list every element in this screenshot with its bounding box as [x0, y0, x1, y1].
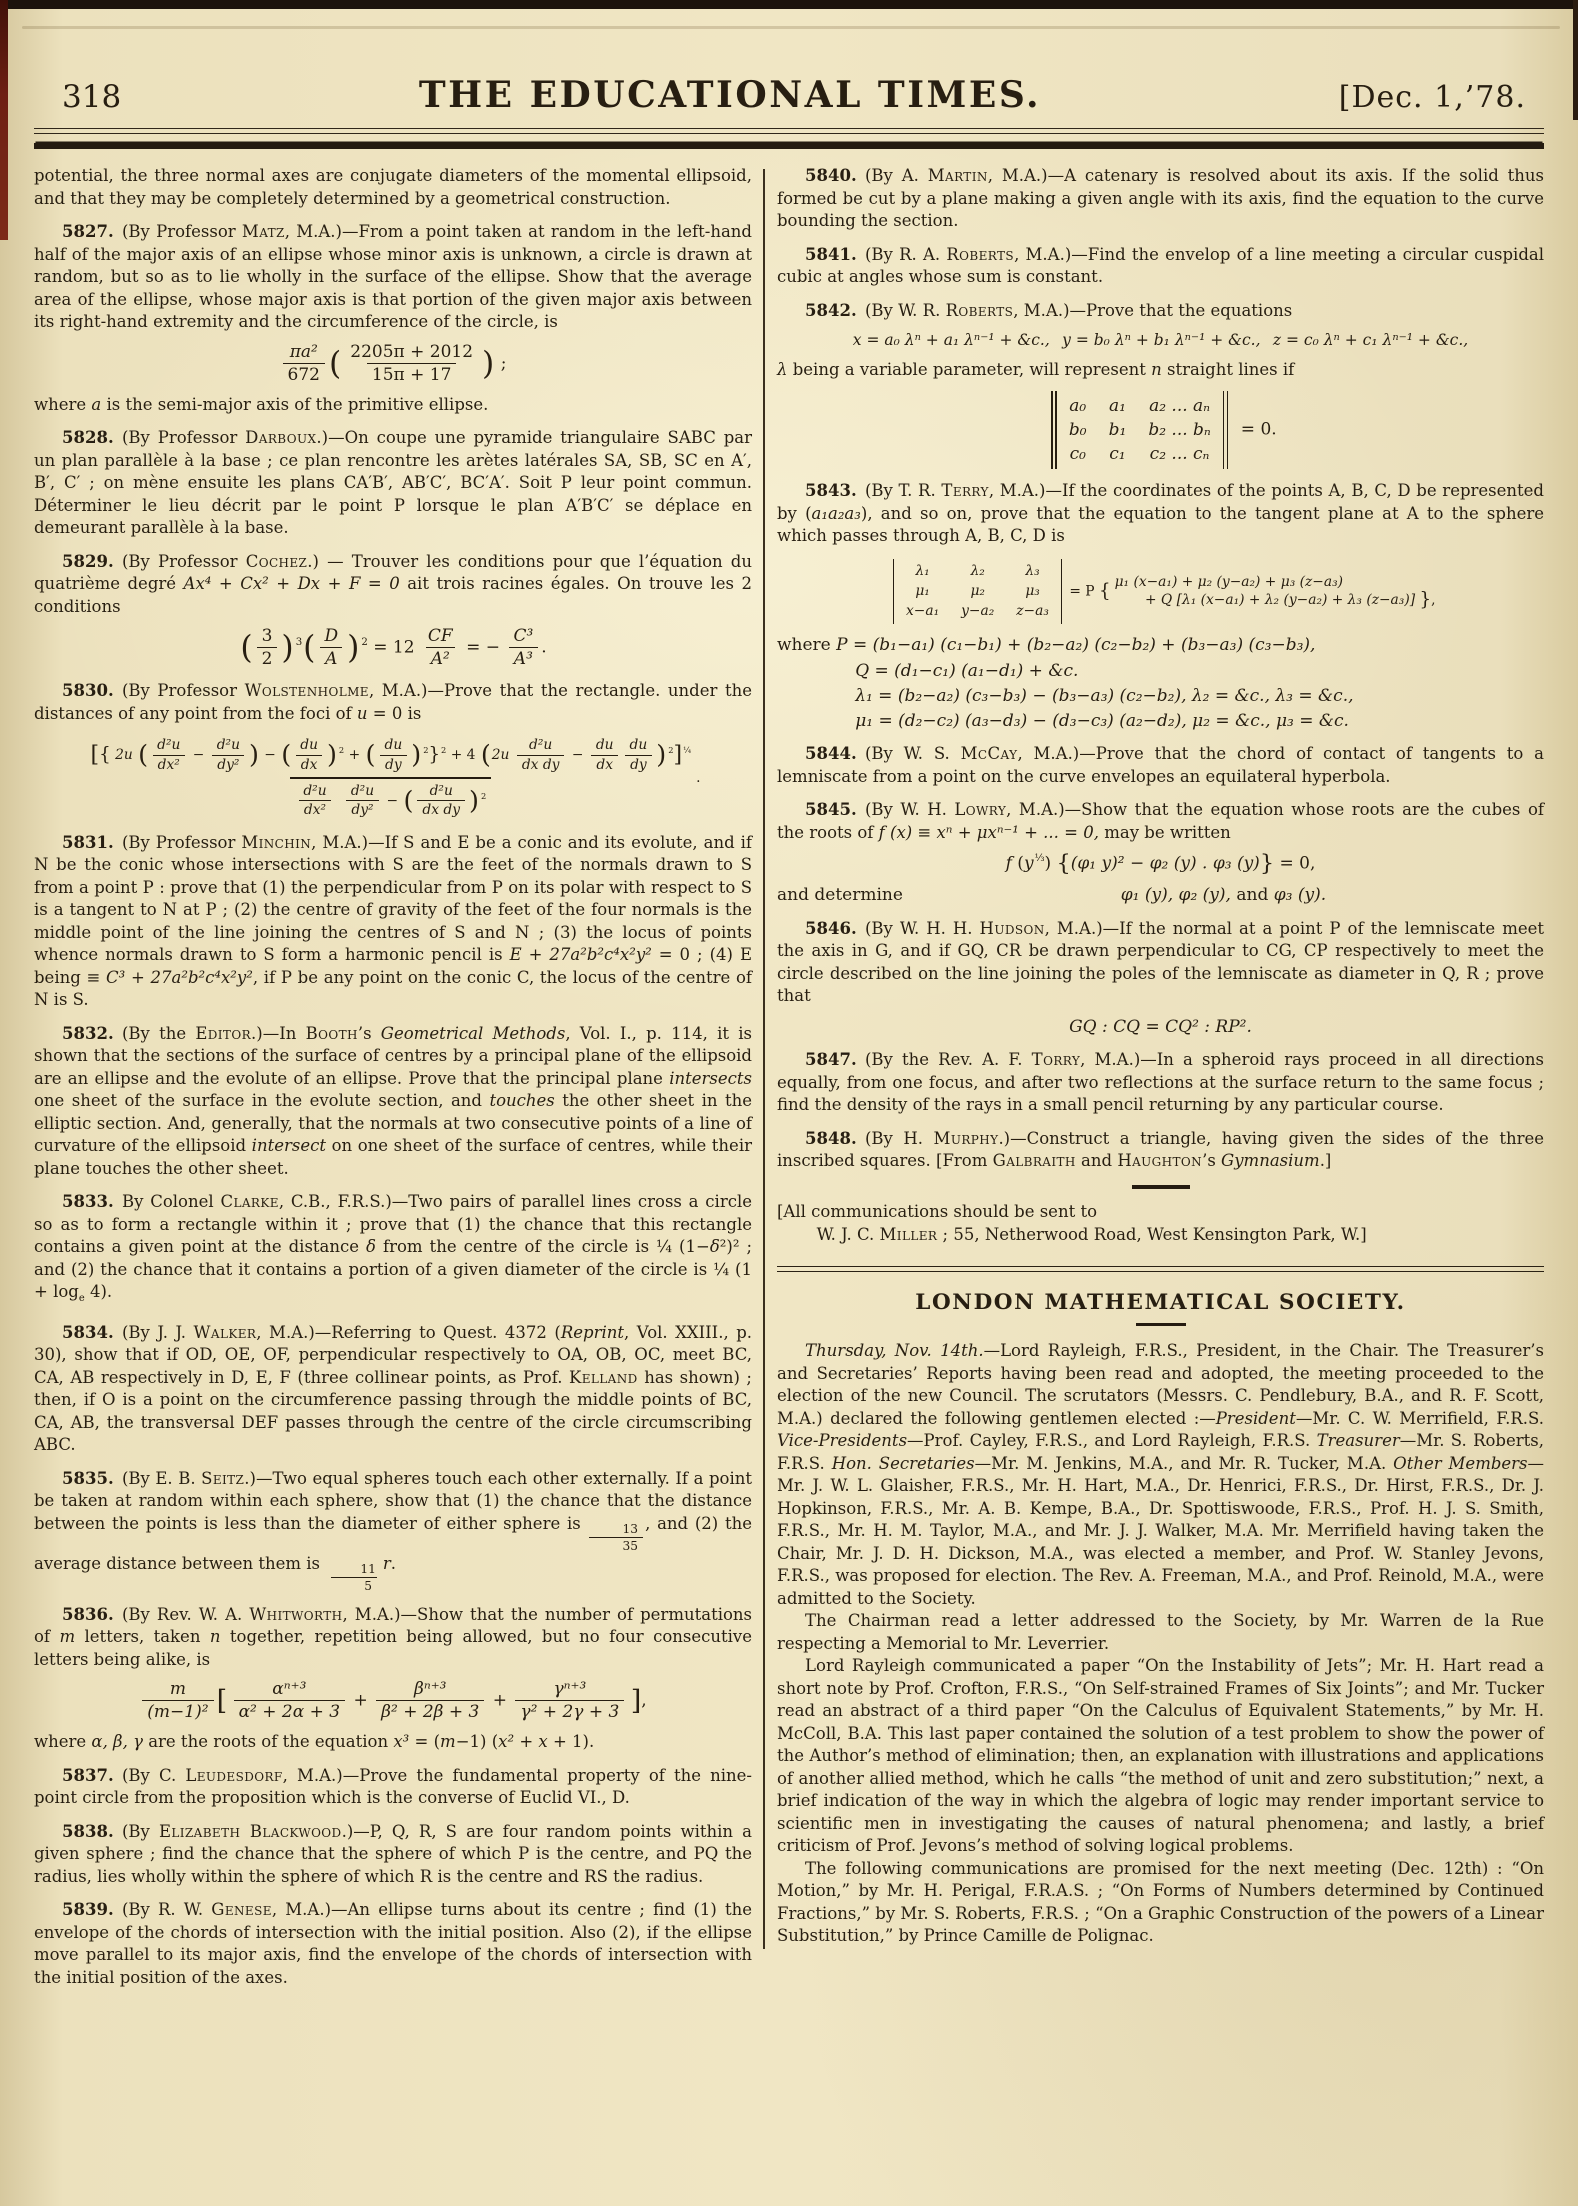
problem-number: 5841. — [805, 244, 857, 264]
big-paren: ) — [656, 739, 667, 770]
fraction: $\frac{\text{d²u}}{\text{dy²}}$ — [212, 738, 245, 773]
display-formula: a₀ a₁ a₂ ... aₙ b₀ b₁ b₂ ... bₙ c₀ c₁ c₂ ... cₙ = 0. — [777, 391, 1544, 469]
paragraph: potential, the three normal axes are conjugate diameters of the momental ellipsoid, and that they may be completely determined by a geometrical construction. — [34, 166, 752, 208]
fraction: $\frac{m}{\text{(m−1)²}}$ — [142, 1680, 213, 1722]
fraction: $\frac{\text{γⁿ⁺³}}{\text{γ² + 2γ + 3}}$ — [515, 1680, 624, 1722]
header-rules — [34, 128, 1544, 149]
problem-number: 5844. — [805, 744, 857, 764]
fraction: $\frac{CF}{\text{A²}}$ — [423, 627, 458, 669]
problem-number: 5848. — [805, 1128, 857, 1148]
problem-number: 5839. — [62, 1900, 114, 1920]
superscript: 2 — [481, 790, 487, 801]
equation-stack: μ₁ (x−a₁) + μ₂ (y−a₂) + μ₃ (z−a₃) + Q [λ₁ (x−a₁) + λ₂ (y−a₂) + λ₃ (z−a₃)] }, — [1114, 574, 1436, 610]
problem-number: 5834. — [62, 1322, 114, 1342]
display-formula: x = a₀ λⁿ + a₁ λⁿ⁻¹ + &c., y = b₀ λⁿ + b₁ λⁿ⁻¹ + &c., z = c₀ λⁿ + c₁ λⁿ⁻¹ + &c., — [852, 331, 1469, 349]
big-paren: ( — [329, 345, 342, 382]
display-formula: μ₁ = (d₂−c₂) (a₃−d₃) − (d₃−c₃) (a₂−d₂), μ₂ = &c., μ₃ = &c. — [855, 711, 1349, 732]
problem-paragraph: 5829. (By Professor Cochez.) — Trouver les conditions pour que l’équation du quatrième degré Ax⁴ + Cx² + Dx + F = 0 ait trois racines égales. On trouve les 2 conditions — [34, 551, 753, 616]
problem-number: 5836. — [62, 1604, 114, 1624]
big-paren: ( — [480, 739, 491, 770]
problem-paragraph: 5830. (By Professor Wolstenholme, M.A.)—Prove that the rectangle. under the distances of any point from the foci of u = 0 is — [34, 681, 752, 723]
fraction: $\frac{3}{2}$ — [257, 627, 278, 669]
paragraph: [All communications should be sent to — [777, 1202, 1098, 1222]
paragraph: The following communications are promised for the next meeting (Dec. 12th) : “On Motion,” by Mr. H. Perigal, F.R.A.S. ; “On Forms of Numbers determined by Continued Fractions,” by Mr. S. Roberts, F.R.S. ; “On a Graphic Construction of the powers of a Linear Substitution,” by Prince Camille de Polignac. — [777, 1858, 1544, 1946]
fraction: $\frac{\text{d²u}}{\text{dx²}}$ — [152, 738, 185, 773]
big-paren: ( — [303, 630, 316, 667]
problem-paragraph: 5837. (By C. Leudesdorf, M.A.)—Prove the fundamental property of the nine-point circle from the proposition which is the converse of Euclid VI., D. — [34, 1765, 752, 1808]
superscript: 2 — [338, 744, 345, 755]
problem-paragraph: 5834. (By J. J. Walker, M.A.)—Referring to Quest. 4372 (Reprint, Vol. XXIII., p. 30), show that if OD, OE, OF, perpendicular respectively to OA, OB, OC, meet BC, CA, AB respectively in D, E, F (three collinear points, as Prof. Kelland has shown) ; then, if O is a point on the circumference passing through the middle points of BC, CA, AB, the transversal DEF passes through the centre of the circle circumscribing ABC. — [34, 1322, 753, 1455]
big-paren: ) — [281, 630, 294, 667]
display-formula: $\frac{m}{\text{(m−1)²}}$ [ $\frac{\text{αⁿ⁺³}}{\text{α² + 2α + 3}}$ + $\frac{\text{βⁿ⁺³}}{\text{β² + 2β + 3}}$ + $\frac{\text{γⁿ⁺³}}{\text{γ² + 2γ + 3}}$ ], — [34, 1680, 752, 1722]
superscript: ¼ — [683, 744, 692, 755]
display-formula: GQ : CQ = CQ² : RP². — [1069, 1016, 1252, 1037]
header-rule-thin — [34, 128, 1544, 134]
big-paren: ) — [248, 739, 259, 770]
superscript: 3 — [295, 636, 303, 648]
problem-number: 5833. — [62, 1192, 114, 1212]
problem-paragraph: 5846. (By W. H. H. Hudson, M.A.)—If the normal at a point P of the lemniscate meet the axis in G, and if GQ, CR be drawn perpendicular to CG, CP respectively to meet the circle described on the line joining the poles of the lemniscate as diameter in Q, R ; prove that — [777, 918, 1545, 1006]
fraction: $\frac{\text{βⁿ⁺³}}{\text{β² + 2β + 3}}$ — [376, 1680, 484, 1722]
fraction: $\frac{du}{dx}$ — [295, 738, 323, 773]
display-formula: f $(y^{\frac{1}{3}})$ {(φ₁ y)² − φ₂ (y) . φ₃ (y)} = 0, — [1005, 850, 1316, 877]
superscript: 2 — [361, 636, 368, 648]
big-paren: ) — [469, 785, 479, 816]
superscript: 2 — [668, 744, 674, 755]
display-formula: where P = (b₁−a₁) (c₁−b₁) + (b₂−a₂) (c₂−b₂) + (b₃−a₃) (c₃−b₃), — [777, 635, 1316, 656]
right-column — [777, 165, 1544, 1989]
subscript: e — [78, 1293, 85, 1305]
display-formula: [{ 2u ( $\frac{\text{d²u}}{\text{dx²}}$ − $\frac{\text{d²u}}{\text{dy²}}$ ) − ( $\frac{du}{dx}$ ) $^2$ + ( $\frac{du}{dy}$ ) $^2$}$^2$ + 4 (2u $\frac{\text{d²u}}{\text{dx dy}}$ − $\frac{du}{dx}$ $\frac{du}{dy}$ ) $^2$]$^{\frac{1}{4}}$ $\frac{\text{d²u}}{\text{dx²}}$ $\frac{\text{d²u}}{\text{dy²}}$ − ( $\frac{\text{d²u}}{\text{dx dy}}$ ) $^2$ . — [34, 736, 752, 821]
determinant: a₀ a₁ a₂ ... aₙ b₀ b₁ b₂ ... bₙ c₀ c₁ c₂ ... cₙ — [1051, 391, 1228, 469]
fraction: $\frac{\text{πa²}}{672}$ — [283, 343, 325, 385]
problem-paragraph: 5833. By Colonel Clarke, C.B., F.R.S.)—Two pairs of parallel lines cross a circle so as to form a rectangle within it ; prove that (1) the chance that this rectangle contains a given point at the distance δ from the centre of the circle is ¼ (1−δ²)² ; and (2) the chance that it contains a portion of a given diameter of the circle is ¼ $(1 + \log_e 4)$. — [34, 1192, 753, 1305]
big-paren: ( — [403, 785, 414, 816]
display-formula: ( $\frac{3}{2}$ ) $^3$( $\frac{D}{A}$ ) $^2$ = 12 $\frac{CF}{\text{A²}}$ = − $\frac{\text{C³}}{\text{A³}}$ . — [240, 626, 547, 670]
fraction: $\frac{du}{dx}$ — [591, 738, 619, 773]
problem-paragraph: 5839. (By R. W. Genese, M.A.)—An ellipse turns about its centre ; find (1) the envelope of the chords of intersection with the initial position. Also (2), if the ellipse move parallel to its major axis, find the envelope of the chords of intersection with the initial position of the axes. — [34, 1900, 752, 1987]
big-paren: ( — [240, 630, 253, 667]
fraction: $\frac{2205\pi + 2012}{15\pi + 17}$ — [350, 341, 474, 385]
problem-paragraph: 5828. (By Professor Darboux.)—On coupe une pyramide triangulaire SABC par un plan parallèle à la base ; ce plan rencontre les arètes latérales SA, SB, SC en A′, B′, C′ ; on mène ensuite les plans CA′B′, AB′C′, BC′A′. Soit P leur point commun. Déterminer le lieu décrit par le point P lorsque le plan A′B′C′ se déplace en demeurant parallèle à la base. — [34, 428, 752, 538]
fraction: $\frac{11}{5}$ — [327, 1563, 381, 1593]
big-paren: ) — [411, 739, 422, 770]
column-divider — [763, 169, 765, 1949]
problem-paragraph: 5847. (By the Rev. A. F. Torry, M.A.)—In a spheroid rays proceed in all directions equally, from one focus, and after two reflections at the surface return to the same focus ; find the density of the rays in a small pencil returning by any particular course. — [777, 1050, 1545, 1115]
page-header — [0, 0, 1578, 128]
problem-paragraph: 5841. (By R. A. Roberts, M.A.)—Find the envelop of a line meeting a circular cuspidal cubic at angles whose sum is constant. — [777, 244, 1544, 286]
problem-number: 5845. — [805, 800, 857, 820]
problem-number: 5830. — [62, 681, 114, 701]
problem-number: 5828. — [62, 428, 114, 448]
problem-paragraph: 5832. (By the Editor.)—In Booth’s Geometrical Methods, Vol. I., p. 114, it is shown that the sections of the surface of centres by a principal plane of the ellipsoid are an ellipse and the evolute of an ellipse. Prove that the principal plane intersects one sheet of the surface in the evolute section, and touches the other sheet in the elliptic section. And, generally, that the normals at two consecutive points of a line of curvature of the ellipsoid intersect on one sheet of the surface of centres, while their plane touches the other sheet. — [34, 1023, 752, 1178]
fraction: $\frac{\text{αⁿ⁺³}}{\text{α² + 2α + 3}}$ — [234, 1680, 346, 1722]
big-paren: ( — [281, 739, 292, 770]
superscript: 2 — [441, 744, 447, 755]
paragraph: W. J. C. Miller ; 55, Netherwood Road, West Kensington Park, W.] — [816, 1224, 1367, 1244]
page-date: [Dec. 1,’78. — [1338, 80, 1526, 115]
problem-number: 5837. — [62, 1765, 114, 1785]
problem-number: 5846. — [805, 918, 857, 938]
problem-paragraph: 5835. (By E. B. Seitz.)—Two equal spheres touch each other externally. If a point be taken at random within each sphere, show that (1) the chance that the distance between the points is less than the diameter of either sphere is $\frac{13}{35}$ , and (2) the average distance between them is $\frac{11}{5}$ r. — [34, 1468, 752, 1593]
paragraph: where a is the semi-major axis of the primitive ellipse. — [34, 394, 489, 414]
problem-paragraph: 5843. (By T. R. Terry, M.A.)—If the coordinates of the points A, B, C, D be represented by (a₁a₂a₃), and so on, prove that the equation to the tangent plane at A to the sphere which passes through A, B, C, D is — [777, 481, 1544, 546]
big-paren: ( — [138, 739, 149, 770]
problem-paragraph: 5845. (By W. H. Lowry, M.A.)—Show that the equation whose roots are the cubes of the roots of f (x) ≡ xⁿ + μxⁿ⁻¹ + ... = 0, may be written — [777, 800, 1544, 842]
fraction: $\frac{du}{dy}$ — [625, 738, 653, 773]
problem-number: 5829. — [62, 551, 114, 571]
big-paren: ) — [347, 630, 360, 667]
problem-paragraph: 5838. (By Elizabeth Blackwood.)—P, Q, R, S are four random points within a given sphere ; find the chance that the sphere of which P is the centre, and PQ the radius, lies wholly within the sphere of which R is the centre and RS the radius. — [34, 1821, 752, 1886]
fraction: $\frac{\text{d²u}}{\text{dy²}}$ — [346, 784, 379, 819]
problem-number: 5831. — [62, 832, 114, 852]
big-paren: ) — [482, 345, 495, 382]
problem-number: 5840. — [805, 166, 857, 185]
problem-number: 5842. — [805, 300, 857, 320]
superscript: ⅓ — [1034, 853, 1045, 865]
paragraph: Thursday, Nov. 14th.—Lord Rayleigh, F.R.S., President, in the Chair. The Treasurer’s and Secretaries’ Reports having been read and adopted, the meeting proceeded to the election of the new Council. The scrutators (Messrs. C. Pendlebury, B.A., and R. F. Scott, M.A.) declared the following gentlemen elected :—President—Mr. C. W. Merrifield, F.R.S. Vice-Presidents—Prof. Cayley, F.R.S., and Lord Rayleigh, F.R.S. Treasurer—Mr. S. Roberts, F.R.S. Hon. Secretaries—Mr. M. Jenkins, M.A., and Mr. R. Tucker, M.A. Other Members—Mr. J. W. L. Glaisher, F.R.S., Mr. H. Hart, M.A., Dr. Henrici, F.R.S., Dr. Hirst, F.R.S., Dr. J. Hopkinson, F.R.S., Mr. A. B. Kempe, B.A., Dr. Spottiswoode, F.R.S., Prof. H. J. S. Smith, F.R.S., Mr. H. M. Taylor, M.A., and Mr. J. J. Walker, M.A. Mr. Merrifield having taken the Chair, Mr. J. D. H. Dickson, M.A., was elected a member, and Prof. W. Stanley Jevons, F.R.S., was proposed for election. The Rev. A. Freeman, M.A., and Prof. Reinold, M.A., were admitted to the Society. — [777, 1341, 1545, 1608]
big-fraction: [{ 2u ( $\frac{\text{d²u}}{\text{dx²}}$ − $\frac{\text{d²u}}{\text{dy²}}$ ) − ( $\frac{du}{dx}$ ) $^2$ + ( $\frac{du}{dy}$ ) $^2$}$^2$ + 4 (2u $\frac{\text{d²u}}{\text{dx dy}}$ − $\frac{du}{dx}$ $\frac{du}{dy}$ ) $^2$]$^{\frac{1}{4}}$ $\frac{\text{d²u}}{\text{dx²}}$ $\frac{\text{d²u}}{\text{dy²}}$ − ( $\frac{\text{d²u}}{\text{dx dy}}$ ) $^2$ — [90, 737, 692, 819]
page-left-edge — [0, 0, 8, 240]
paragraph: where α, β, γ are the roots of the equation x³ = (m−1) (x² + x + 1). — [34, 1732, 595, 1752]
superscript: 2 — [423, 744, 429, 755]
left-column — [34, 165, 752, 1989]
fraction: $\frac{\text{d²u}}{\text{dx dy}}$ — [417, 784, 465, 819]
problem-number: 5838. — [62, 1821, 114, 1841]
section-heading: LONDON MATHEMATICAL SOCIETY. — [915, 1290, 1406, 1316]
paragraph: λ being a variable parameter, will represent n straight lines if — [777, 360, 1295, 380]
problem-paragraph: 5836. (By Rev. W. A. Whitworth, M.A.)—Show that the number of permutations of m letters, taken n together, repetition being allowed, but no four consecutive letters being alike, is — [34, 1604, 752, 1669]
separator-rule — [1132, 1185, 1190, 1190]
page-title: THE EDUCATIONAL TIMES. — [418, 74, 1042, 116]
problem-number: 5832. — [62, 1023, 114, 1043]
big-paren: ) — [326, 739, 337, 770]
fraction: $\frac{13}{35}$ — [589, 1523, 643, 1553]
page-right-edge — [1573, 0, 1578, 120]
paragraph: The Chairman read a letter addressed to the Society, by Mr. Warren de la Rue respecting a Memorial to Mr. Leverrier. — [777, 1611, 1544, 1653]
display-formula: λ₁ = (b₂−a₂) (c₃−b₃) − (b₃−a₃) (c₂−b₂), λ₂ = &c., λ₃ = &c., — [855, 685, 1354, 706]
problem-paragraph: 5848. (By H. Murphy.)—Construct a triangle, having given the sides of the three inscribed squares. [From Galbraith and Haughton’s Gymnasium.] — [777, 1128, 1544, 1171]
problem-paragraph: 5840. (By A. Martin, M.A.)—A catenary is resolved about its axis. If the solid thus formed be cut by a plane making a given angle with its axis, find the equation to the curve bounding the section. — [777, 166, 1544, 230]
problem-paragraph: 5827. (By Professor Matz, M.A.)—From a point taken at random in the left-hand half of the major axis of an ellipse whose minor axis is unknown, a circle is drawn at random, but so as to lie wholly in the surface of the ellipse. Show that the average area of the ellipse, whose major axis is that portion of the given major axis between its right-hand extremity and the circumference of the circle, is — [34, 222, 752, 331]
problem-number: 5843. — [805, 481, 857, 501]
problem-paragraph: 5831. (By Professor Minchin, M.A.)—If S and E be a conic and its evolute, and if N be the conic whose intersections with S are the feet of the normals drawn to S from a point P : prove that (1) the perpendicular from P on its polar with respect to S is a tangent to N at P ; (2) the centre of gravity of the feet of the four normals is the middle point of the line joining the centres of S and N ; (3) the locus of points whence normals drawn to S form a harmonic pencil is E + 27a²b²c⁴x²y² = 0 ; (4) E being ≡ C³ + 27a²b²c⁴x²y², if P be any point on the conic C, the locus of the centre of N is S. — [34, 832, 753, 1010]
page-number: 318 — [62, 79, 122, 115]
problem-number: 5847. — [805, 1050, 857, 1070]
page-top-edge — [0, 0, 1578, 9]
big-paren: ( — [365, 739, 376, 770]
display-formula: λ₁ λ₂ λ₃ μ₁ μ₂ μ₃ x−a₁ y−a₂ z−a₃ = P { μ₁ (x−a₁) + μ₂ (y−a₂) + μ₃ (z−a₃) + Q [λ₁ (x−a₁) + λ₂ (y−a₂) + λ₃ (z−a₃)] }, — [777, 559, 1544, 625]
double-rule — [777, 1266, 1544, 1272]
display-formula: Q = (d₁−c₁) (a₁−d₁) + &c. — [855, 660, 1079, 681]
page-emboss-line — [22, 26, 1560, 29]
problem-paragraph: 5842. (By W. R. Roberts, M.A.)—Prove that the equations — [805, 300, 1293, 320]
labelled-formula: and determine φ₁ (y), φ₂ (y), and φ₃ (y). — [777, 885, 1327, 906]
fraction: $\frac{\text{C³}}{\text{A³}}$ — [508, 627, 538, 669]
determinant: λ₁ λ₂ λ₃ μ₁ μ₂ μ₃ x−a₁ y−a₂ z−a₃ — [893, 559, 1063, 625]
two-column-layout — [0, 149, 1578, 1989]
fraction: $\frac{du}{dy}$ — [380, 738, 408, 773]
display-formula: $\frac{\text{πa²}}{672}$ ( $\frac{2205\pi + 2012}{15\pi + 17}$ ) ; — [34, 343, 752, 385]
paragraph: Lord Rayleigh communicated a paper “On the Instability of Jets”; Mr. H. Hart read a short note by Prof. Crofton, F.R.S., “On Self-strained Frames of Six Joints”; and Mr. Tucker read an abstract of a third paper “On the Calculus of Equivalent Statements,” by Mr. H. McColl, B.A. This last paper contained the solution of a test problem to show the power of the Author’s method of elimination; then, an explanation with illustrations and applications of another allied method, which he calls “the method of unit and zero substitution;” next, a brief indication of the way in which the algebra of logic may render important service to scientific men in investigating the causes of natural phenomena; and lastly, a brief criticism of Prof. Jevons’s method of solving logical problems. — [777, 1656, 1544, 1856]
problem-paragraph: 5844. (By W. S. McCay, M.A.)—Prove that the chord of contact of tangents to a lemniscate from a point on the curve envelopes an equilateral hyperbola. — [777, 744, 1544, 786]
fraction: $\frac{\text{d²u}}{\text{dx dy}}$ — [517, 738, 565, 773]
fraction: $\frac{\text{d²u}}{\text{dx²}}$ — [298, 784, 331, 819]
separator-rule — [1136, 1323, 1186, 1327]
problem-number: 5827. — [62, 222, 114, 241]
problem-number: 5835. — [62, 1468, 114, 1488]
fraction: $\frac{D}{A}$ — [319, 627, 343, 669]
